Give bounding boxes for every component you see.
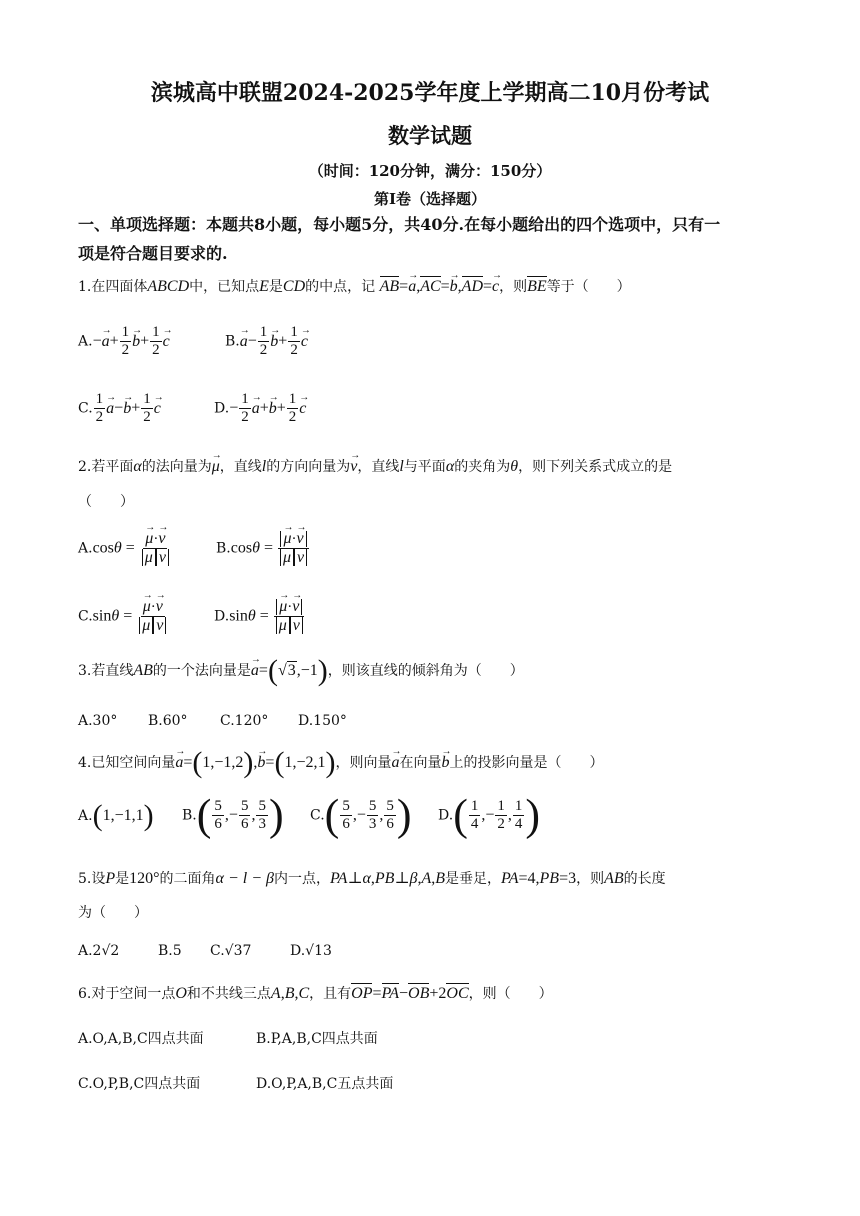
q4-option-b[interactable]: B.( $\frac{5}{6}$ ,− $\frac{5}{6}$ , $\frac{5}{3}$ )	[182, 790, 284, 840]
question-6: 6.对于空间一点O和不共线三点A,B,C，且有OP=PA−OB+2OC，则（ ）	[78, 985, 553, 1002]
question-5: 5.设P是120°的二面角α − l − β内一点，PA⊥α,PB⊥β,A,B是垂足，PA=4,PB=3，则AB的长度	[78, 870, 666, 887]
question-2: 2.若平面α的法向量为→ μ，直线l的方向向量为→ v，直线l与平面α的夹角为θ，则下列关系式成立的是	[78, 456, 788, 478]
q1-option-a[interactable]: A.−→ a+ $\frac{1}{2}$ → b+ $\frac{1}{2}$ → c	[78, 324, 170, 359]
q2-option-c[interactable]: C.sinθ = → $\frac{\mu\cdot\to v}{\text{μ v}}$	[78, 598, 169, 635]
q3-option-a[interactable]: A.30°	[78, 713, 118, 729]
question-4: 4.已知空间向量→ a=(1,−1,2),→ b=(1,−2,1)，则向量→ a在向量→ b上的投影向量是（ ）	[78, 752, 788, 774]
q3-option-d[interactable]: D.150°	[298, 713, 347, 729]
subject-title: 数学试题	[388, 123, 472, 148]
q3-option-c[interactable]: C.120°	[220, 713, 269, 729]
q4-option-a[interactable]: A.(1,−1,1)	[78, 799, 154, 832]
q5-option-a[interactable]: A.2√2	[78, 943, 120, 959]
q3-option-b[interactable]: B.60°	[148, 713, 188, 729]
q2-option-b[interactable]: B.cosθ = → $\frac{\mu\cdot\to v}{\text{μ v}}$	[216, 530, 310, 567]
q6-option-d[interactable]: D.O,P,A,B,C五点共面	[256, 1076, 394, 1092]
time-info: （时间：120分钟，满分：150分）	[308, 162, 552, 180]
q6-option-c[interactable]: C.O,P,B,C四点共面	[78, 1076, 201, 1092]
section-heading-line2: 项是符合题目要求的.	[78, 244, 228, 263]
q4-option-c[interactable]: C.( $\frac{5}{6}$ ,− $\frac{5}{3}$ , $\frac{5}{6}$ )	[310, 790, 412, 840]
question-2-paren: （ ）	[78, 494, 134, 510]
question-3: 3.若直线AB的一个法向量是→ a=(√3,−1)，则该直线的倾斜角为（ ）	[78, 660, 788, 682]
q6-option-a[interactable]: A.O,A,B,C四点共面	[78, 1031, 204, 1047]
question-5-line2: 为（ ）	[78, 905, 148, 921]
q1-option-c[interactable]: C. $\frac{1}{2}$ → a−→ b+ $\frac{1}{2}$ → c	[78, 391, 161, 426]
q1-option-b[interactable]: B.→ a− $\frac{1}{2}$ → b+ $\frac{1}{2}$ → c	[225, 324, 308, 359]
question-1: 1.在四面体ABCD中，已知点E是CD的中点，记 AB=→ a,AC=→ b,AD=→ c，则BE等于（ ）	[78, 276, 788, 298]
exam-title: 滨城高中联盟2024-2025学年度上学期高二10月份考试	[150, 80, 710, 106]
q2-option-a[interactable]: A.cosθ = → $\frac{\mu\cdot\to v}{\text{μ v}}$	[78, 530, 172, 567]
q1-option-d[interactable]: D.− $\frac{1}{2}$ → a+→ b+ $\frac{1}{2}$ → c	[214, 391, 306, 426]
volume-title: 第I卷（选择题）	[373, 190, 487, 208]
q4-option-d[interactable]: D.( $\frac{1}{4}$ ,− $\frac{1}{2}$ , $\frac{1}{4}$ )	[438, 790, 541, 840]
q6-option-b[interactable]: B.P,A,B,C四点共面	[256, 1031, 378, 1047]
q5-option-c[interactable]: C.√37	[210, 943, 252, 959]
q5-option-b[interactable]: B.5	[158, 943, 182, 959]
section-heading-line1: 一、单项选择题：本题共8小题，每小题5分，共40分.在每小题给出的四个选项中，只有一	[78, 215, 721, 234]
q5-option-d[interactable]: D.√13	[290, 943, 332, 959]
q2-option-d[interactable]: D.sinθ = → $\frac{\mu\cdot\to v}{\text{μ v}}$	[214, 598, 306, 635]
